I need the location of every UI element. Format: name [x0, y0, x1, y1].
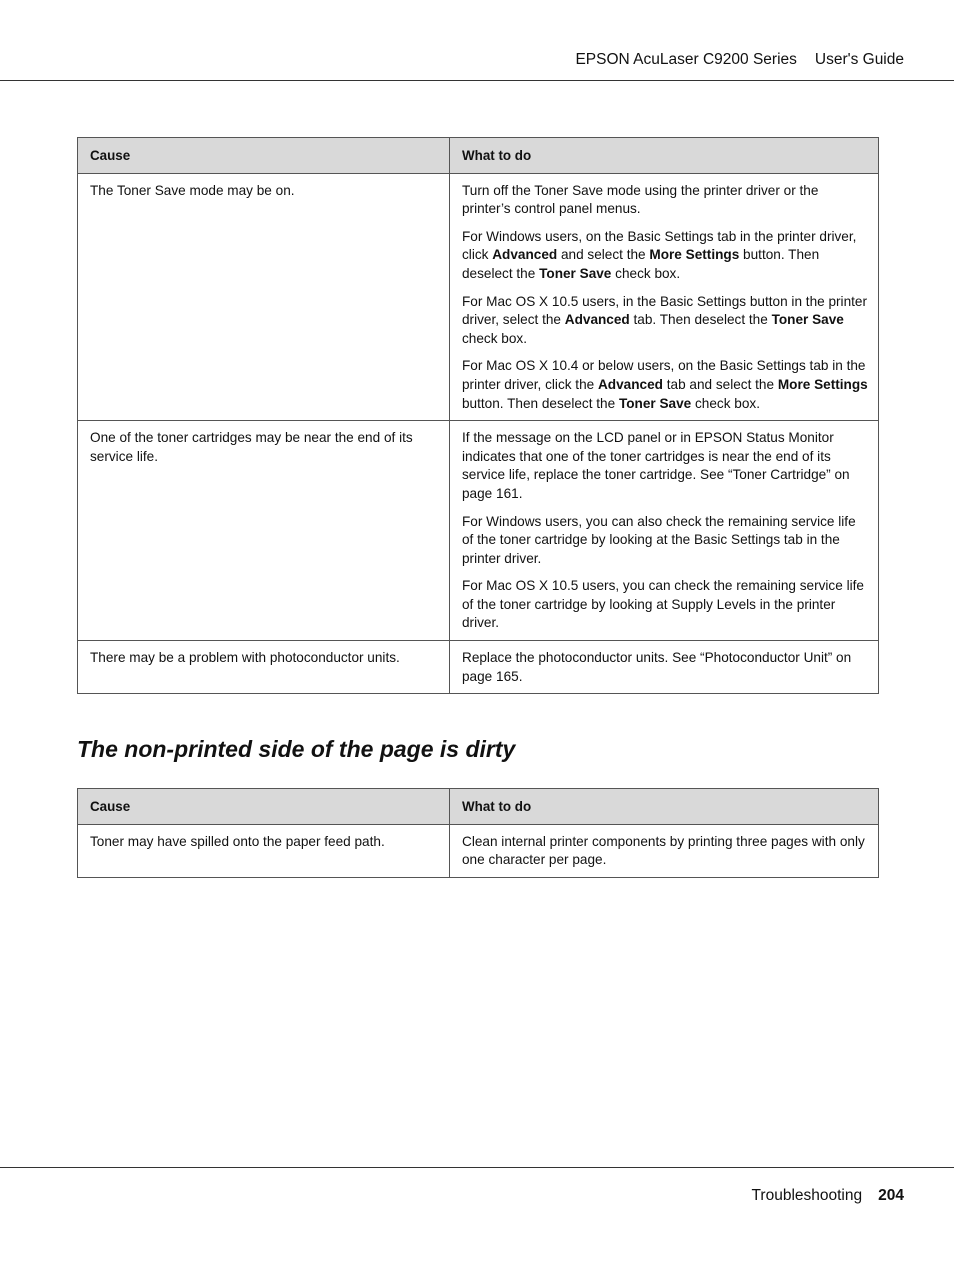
cause-cell: Toner may have spilled onto the paper feed path.	[78, 824, 450, 877]
ui-term: More Settings	[649, 247, 740, 263]
remedy-paragraph	[462, 833, 868, 870]
what-to-do-cell	[450, 824, 879, 877]
footer-section-name: Troubleshooting	[751, 1187, 863, 1204]
what-to-do-cell	[450, 173, 879, 421]
table-row	[78, 824, 879, 877]
cause-cell: There may be a problem with photoconductor units.	[78, 641, 450, 694]
troubleshooting-table-dirty-side	[77, 788, 879, 878]
ui-term: Toner Save	[539, 265, 612, 281]
running-header	[575, 51, 904, 69]
table-row	[78, 173, 879, 421]
text-run: check box.	[691, 395, 760, 411]
remedy-paragraph	[462, 429, 868, 503]
column-header-what-to-do: What to do	[450, 138, 879, 174]
text-run: and select the	[557, 247, 650, 263]
text-run: check box.	[611, 265, 681, 281]
remedy-paragraph	[462, 513, 868, 569]
ui-term: Toner Save	[771, 312, 844, 328]
running-footer	[752, 1187, 904, 1205]
troubleshooting-table-faint-print	[77, 137, 879, 694]
remedy-paragraph	[462, 228, 868, 284]
text-run: button. Then deselect the	[462, 395, 619, 411]
ui-term: Advanced	[597, 376, 663, 392]
ui-term: Advanced	[564, 312, 630, 328]
table-row	[78, 421, 879, 641]
cause-cell: The Toner Save mode may be on.	[78, 173, 450, 421]
text-run: Clean internal printer components by printing three pages with only one character per page.	[462, 833, 865, 868]
ui-term: Toner Save	[618, 395, 692, 411]
text-run: For Windows users, you can also check the remaining service life of the toner cartridge by looking at the Basic Settings tab in the printer driver.	[462, 513, 856, 566]
remedy-paragraph	[462, 577, 868, 633]
text-run: button. Then deselect the	[462, 247, 820, 281]
header-guide-title: User's Guide	[814, 51, 904, 68]
table-row	[78, 641, 879, 694]
table-header-row	[78, 138, 879, 174]
column-header-what-to-do: What to do	[450, 789, 879, 825]
what-to-do-cell	[450, 641, 879, 694]
page-number: 204	[878, 1187, 904, 1204]
ui-term: More Settings	[777, 376, 868, 392]
remedy-paragraph	[462, 182, 868, 219]
column-header-cause: Cause	[78, 138, 450, 174]
text-run: tab. Then deselect the	[629, 312, 772, 328]
text-run: For Mac OS X 10.5 users, you can check the remaining service life of the toner cartridge by looking at Supply Levels in the printer driver.	[462, 578, 864, 631]
column-header-cause: Cause	[78, 789, 450, 825]
cause-cell: One of the toner cartridges may be near the end of its service life.	[78, 421, 450, 641]
text-run: If the message on the LCD panel or in EPSON Status Monitor indicates that one of the toner cartridges is near the end of its service life, replace the toner cartridge. See “Toner Cartridge” on page 161.	[462, 430, 850, 501]
remedy-paragraph	[462, 293, 868, 349]
section-heading: The non-printed side of the page is dirty	[77, 736, 516, 762]
text-run: Turn off the Toner Save mode using the printer driver or the printer’s control panel menus.	[462, 182, 819, 217]
footer-rule	[0, 1167, 954, 1168]
header-rule	[0, 80, 954, 81]
text-run: For Mac OS X 10.5 users, in the Basic Settings button in the printer driver, select the	[462, 293, 867, 328]
ui-term: Advanced	[492, 247, 558, 263]
header-product-title: EPSON AcuLaser C9200 Series	[575, 51, 797, 68]
text-run: For Windows users, on the Basic Settings tab in the printer driver, click	[462, 228, 857, 263]
table-header-row	[78, 789, 879, 825]
remedy-paragraph	[462, 357, 868, 413]
remedy-paragraph	[462, 649, 868, 686]
text-run: For Mac OS X 10.4 or below users, on the Basic Settings tab in the printer driver, click the	[462, 358, 866, 392]
text-run: Replace the photoconductor units. See “Photoconductor Unit” on page 165.	[462, 650, 852, 684]
text-run: tab and select the	[662, 376, 778, 392]
text-run: check box.	[462, 330, 527, 346]
what-to-do-cell	[450, 421, 879, 641]
